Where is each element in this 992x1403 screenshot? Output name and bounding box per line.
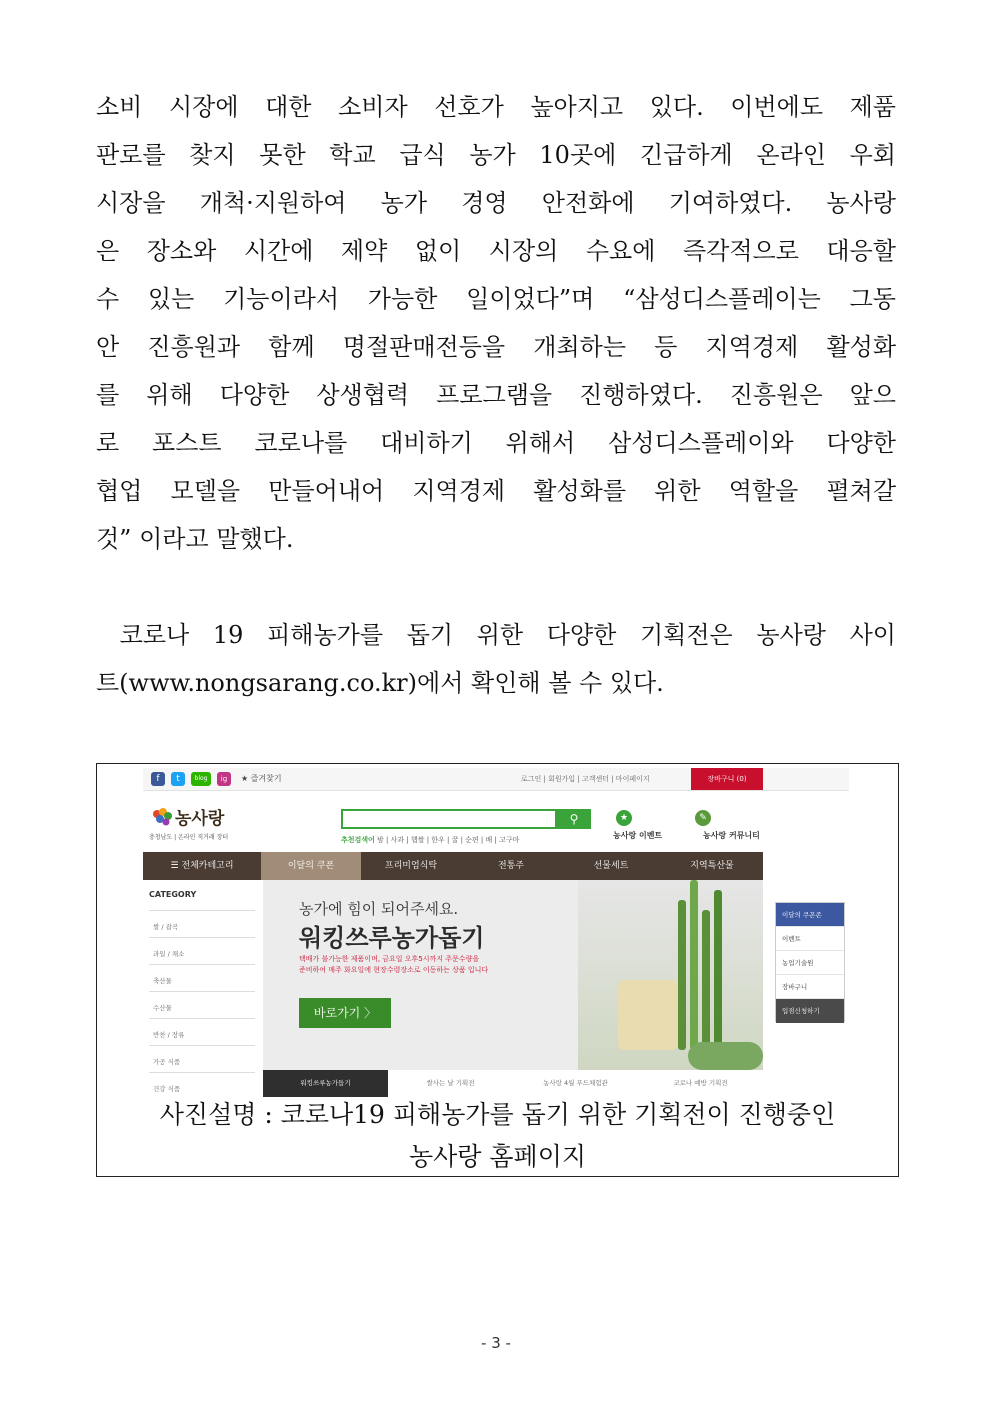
quick-event[interactable]: 이벤트	[776, 927, 844, 951]
banner-description: 택배가 불가능한 제품이며, 금요일 오후5시까지 주문수량을 준비하여 매주 화요일에 현장수령장소로 이동하는 상품 입니다	[299, 955, 489, 974]
category-item[interactable]: 쌀 / 잡곡	[153, 923, 179, 931]
paragraph-line: 은 장소와 시간에 제약 없이 시장의 수요에 즉각적으로 대응할	[96, 237, 896, 265]
nav-traditional-liquor[interactable]: 전통주	[497, 861, 525, 871]
nav-local-specialty[interactable]: 지역특산물	[690, 861, 734, 871]
paragraph-line: 협업 모델을 만들어내어 지역경제 활성화를 위한 역할을 펼쳐갈	[96, 477, 896, 505]
page-number: - 3 -	[481, 1334, 511, 1352]
top-links[interactable]: 로그인 | 회원가입 | 고객센터 | 마이페이지	[521, 775, 650, 783]
paragraph-line: 로 포스트 코로나를 대비하기 위해서 삼성디스플레이와 다양한	[96, 429, 896, 457]
quick-apply[interactable]: 입점신청하기	[776, 999, 844, 1023]
tab-walking-through[interactable]: 워킹쓰루농가돕기	[263, 1070, 388, 1097]
recommend-label: 추천검색어	[341, 836, 375, 844]
logo-text: 농사랑	[175, 809, 225, 829]
quick-cart[interactable]: 장바구니	[776, 975, 844, 999]
logo[interactable]	[149, 804, 259, 844]
category-item[interactable]: 반찬 / 장류	[153, 1031, 185, 1039]
logo-subtitle: 충청남도 | 온라인 직거래 장터	[149, 834, 229, 841]
paragraph-line: 시장을 개척·지원하여 농가 경영 안전화에 기여하였다. 농사랑	[96, 189, 896, 217]
search-input[interactable]	[341, 809, 557, 829]
figure-caption	[97, 1094, 898, 1178]
caption-line: 사진설명 : 코로나19 피해농가를 돕기 위한 기획전이 진행중인	[159, 1100, 836, 1129]
category-title: CATEGORY	[149, 890, 197, 899]
tab-corona-prevention[interactable]: 코로나 예방 기획전	[673, 1079, 728, 1087]
nav-all-categories[interactable]: ☰ 전체카테고리	[170, 861, 234, 871]
paragraph-line: 판로를 찾지 못한 학교 급식 농가 10곳에 긴급하게 온라인 우회	[96, 141, 896, 169]
quick-menu	[775, 902, 845, 1022]
nav-gift-set[interactable]: 선물세트	[593, 861, 629, 871]
search-icon: ⚲	[569, 812, 579, 826]
figure-box	[96, 763, 899, 1177]
paragraph-line: 를 위해 다양한 상생협력 프로그램을 진행하였다. 진흥원은 앞으	[96, 381, 896, 409]
banner-tabs	[263, 1070, 763, 1097]
event-link[interactable]: 농사랑 이벤트	[613, 831, 663, 840]
category-item[interactable]: 과일 / 채소	[153, 950, 185, 958]
vegetable-photo	[578, 880, 763, 1070]
top-bar	[143, 768, 849, 791]
paragraph-line: 트(www.nongsarang.co.kr)에서 확인해 볼 수 있다.	[96, 669, 664, 697]
facebook-icon[interactable]: f	[151, 772, 165, 786]
recommended-keywords	[341, 835, 519, 845]
tab-rice-day[interactable]: 쌀사는 날 기획전	[426, 1079, 475, 1087]
banner-subtitle: 농가에 힘이 되어주세요.	[299, 900, 459, 918]
tab-food-experience[interactable]: 농사랑 4월 푸드체험관	[543, 1079, 608, 1087]
caption-line: 농사랑 홈페이지	[409, 1142, 586, 1171]
instagram-icon[interactable]: ig	[217, 772, 231, 786]
recommend-words[interactable]: 밤 | 사과 | 햅쌀 | 한우 | 꿀 | 순편 | 배 | 고구마	[377, 836, 520, 844]
nav-premium[interactable]: 프리미엄식탁	[384, 861, 438, 871]
website-screenshot	[143, 768, 849, 1097]
blog-icon[interactable]: blog	[191, 772, 211, 786]
paragraph-2	[96, 611, 896, 707]
paragraph-line: 것” 이라고 말했다.	[96, 525, 294, 553]
go-button[interactable]: 바로가기 〉	[299, 998, 391, 1028]
paragraph-line: 코로나 19 피해농가를 돕기 위한 다양한 기획전은 농사랑 사이	[96, 621, 896, 649]
category-item[interactable]: 축산물	[153, 977, 172, 985]
community-link[interactable]: 농사랑 커뮤니티	[703, 831, 760, 840]
quick-agri-tech[interactable]: 농업기술원	[776, 951, 844, 975]
banner-title: 워킹쓰루농가돕기	[299, 924, 485, 952]
main-banner[interactable]	[263, 880, 763, 1070]
quick-coupon[interactable]: 이달의 쿠폰존	[776, 903, 844, 927]
nav-coupon[interactable]: 이달의 쿠폰	[261, 852, 361, 880]
paragraph-line: 수 있는 기능이라서 가능한 일이었다”며 “삼성디스플레이는 그동	[96, 285, 896, 313]
pencil-icon: ✎	[695, 810, 711, 826]
category-item[interactable]: 수산물	[153, 1004, 172, 1012]
article-body	[96, 83, 896, 707]
search-button[interactable]	[557, 809, 591, 829]
paragraph-line: 소비 시장에 대한 소비자 선호가 높아지고 있다. 이번에도 제품	[96, 93, 896, 121]
cart-top-button[interactable]: 장바구니 (0)	[691, 768, 763, 790]
event-icon: ★	[616, 810, 632, 826]
category-panel	[143, 880, 261, 1097]
flower-logo-icon	[149, 806, 175, 828]
category-item[interactable]: 가공 식품	[153, 1058, 181, 1066]
paragraph-1	[96, 83, 896, 563]
main-nav	[143, 852, 763, 880]
paragraph-line: 안 진흥원과 함께 명절판매전등을 개최하는 등 지역경제 활성화	[96, 333, 896, 361]
category-item[interactable]: 건강 식품	[153, 1085, 181, 1093]
twitter-icon[interactable]: t	[171, 772, 185, 786]
favorite-link[interactable]: ★ 즐겨찾기	[241, 774, 282, 783]
